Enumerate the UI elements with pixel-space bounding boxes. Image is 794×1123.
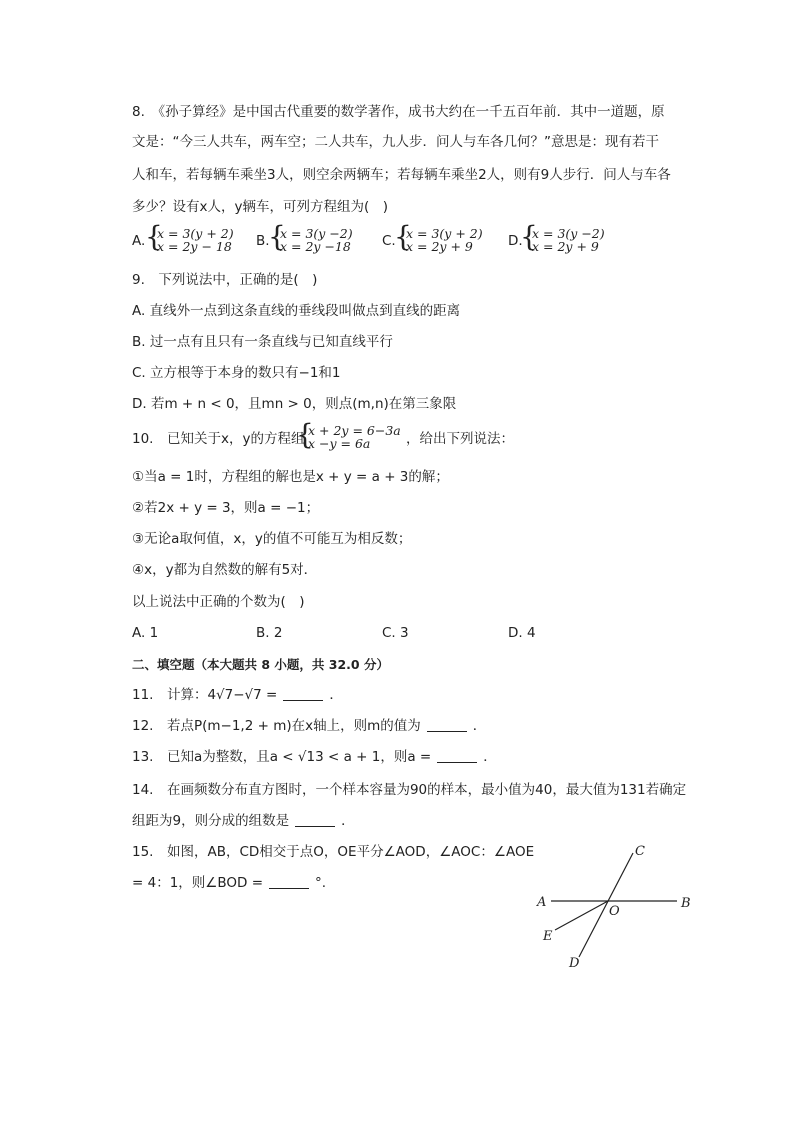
q9-option-c: C. 立方根等于本身的数只有−1和1 bbox=[132, 365, 341, 381]
equation-2: x = 2y + 9 bbox=[532, 239, 599, 254]
q10-stem-post: ，给出下列说法： bbox=[406, 431, 514, 447]
q12-end: ． bbox=[472, 718, 487, 734]
option-label: C. bbox=[382, 233, 396, 249]
q15-end: °. bbox=[315, 875, 327, 891]
q12 bbox=[132, 717, 486, 735]
answer-blank bbox=[269, 874, 309, 889]
answer-blank bbox=[427, 717, 467, 732]
q9-option-b: B. 过一点有且只有一条直线与已知直线平行 bbox=[132, 334, 393, 350]
q13 bbox=[132, 748, 497, 766]
q10-option-b: B. 2 bbox=[256, 625, 283, 641]
label-e: E bbox=[543, 929, 553, 944]
q15-text: = 4：1，则∠BOD = bbox=[132, 875, 264, 891]
q10-statement-3: ③无论a取何值，x，y的值不可能互为相反数； bbox=[132, 531, 412, 547]
q8-line4: 多少？设有x人，y辆车，可列方程组为( ) bbox=[132, 199, 389, 215]
q8-line1: 8. 《孙子算经》是中国古代重要的数学著作，成书大约在一千五百年前．其中一道题，原 bbox=[132, 104, 665, 120]
q9-option-d: D. 若m + n < 0，且mn > 0，则点(m,n)在第三象限 bbox=[132, 396, 457, 412]
q14-end: ． bbox=[341, 813, 355, 829]
q9-stem: 9. 下列说法中，正确的是( ) bbox=[132, 272, 318, 288]
q13-text: 13. 已知a为整数，且a < √13 < a + 1，则a = bbox=[132, 749, 432, 765]
equation-1: x = 3(y + 2) bbox=[157, 226, 234, 241]
brace-icon: { bbox=[145, 220, 163, 253]
q8-line3: 人和车，若每辆车乘坐3人，则空余两辆车；若每辆车乘坐2人，则有9人步行．问人与车各 bbox=[132, 167, 671, 183]
equation-2: x = 2y + 9 bbox=[406, 239, 473, 254]
q10-ask: 以上说法中正确的个数为( ) bbox=[132, 594, 305, 610]
line-cd bbox=[579, 853, 633, 957]
answer-blank bbox=[295, 812, 335, 827]
q8-line2: 文是：“今三人共车，两车空；二人共车，九人步．问人与车各几何？”意思是：现有若干 bbox=[132, 134, 659, 150]
q14-line2 bbox=[132, 812, 355, 830]
q10-statement-2: ②若2x + y = 3，则a = −1； bbox=[132, 500, 320, 516]
equation-1: x = 3(y −2) bbox=[532, 226, 605, 241]
option-label: A. bbox=[132, 233, 146, 249]
q11-end: ． bbox=[329, 687, 343, 703]
q10-stem-pre: 10. 已知关于x，y的方程组 bbox=[132, 431, 305, 447]
q10-option-c: C. 3 bbox=[382, 625, 409, 641]
q12-text: 12. 若点P(m−1,2 + m)在x轴上，则m的值为 bbox=[132, 718, 421, 734]
q10-equation-2: x −y = 6a bbox=[308, 436, 371, 451]
brace-icon: { bbox=[520, 220, 538, 253]
section-heading: 二、填空题（本大题共 8 小题，共 32.0 分） bbox=[132, 657, 389, 672]
q14-line1: 14. 在画频数分布直方图时，一个样本容量为90的样本，最小值为40，最大值为131若确定 bbox=[132, 782, 687, 798]
intersecting-lines-figure bbox=[525, 835, 705, 980]
q15-line2 bbox=[132, 874, 326, 892]
q10-statement-1: ①当a = 1时，方程组的解也是x + y = a + 3的解； bbox=[132, 469, 449, 485]
option-label: B. bbox=[256, 233, 270, 249]
q10-option-d: D. 4 bbox=[508, 625, 536, 641]
q9-option-a: A. 直线外一点到这条直线的垂线段叫做点到直线的距离 bbox=[132, 303, 461, 319]
equation-2: x = 2y −18 bbox=[280, 239, 351, 254]
answer-blank bbox=[437, 748, 477, 763]
q10-option-a: A. 1 bbox=[132, 625, 159, 641]
q10-equation-1: x + 2y = 6−3a bbox=[308, 423, 401, 438]
label-a: A bbox=[537, 895, 547, 910]
brace-icon: { bbox=[268, 220, 286, 253]
label-b: B bbox=[681, 896, 691, 911]
option-label: D. bbox=[508, 233, 523, 249]
equation-1: x = 3(y −2) bbox=[280, 226, 353, 241]
brace-icon: { bbox=[394, 220, 412, 253]
equation-1: x = 3(y + 2) bbox=[406, 226, 483, 241]
q11-text: 11. 计算：4√7−√7 = bbox=[132, 687, 278, 703]
label-c: C bbox=[635, 844, 645, 859]
q11 bbox=[132, 686, 343, 704]
brace-icon: { bbox=[296, 418, 314, 451]
q13-end: ． bbox=[483, 749, 497, 765]
label-d: D bbox=[569, 956, 580, 971]
answer-blank bbox=[283, 686, 323, 701]
equation-2: x = 2y − 18 bbox=[157, 239, 232, 254]
q10-statement-4: ④x，y都为自然数的解有5对． bbox=[132, 562, 318, 578]
q15-line1: 15. 如图，AB，CD相交于点O，OE平分∠AOD，∠AOC：∠AOE bbox=[132, 844, 535, 860]
q14-text: 组距为9，则分成的组数是 bbox=[132, 813, 290, 829]
label-o: O bbox=[609, 904, 620, 919]
